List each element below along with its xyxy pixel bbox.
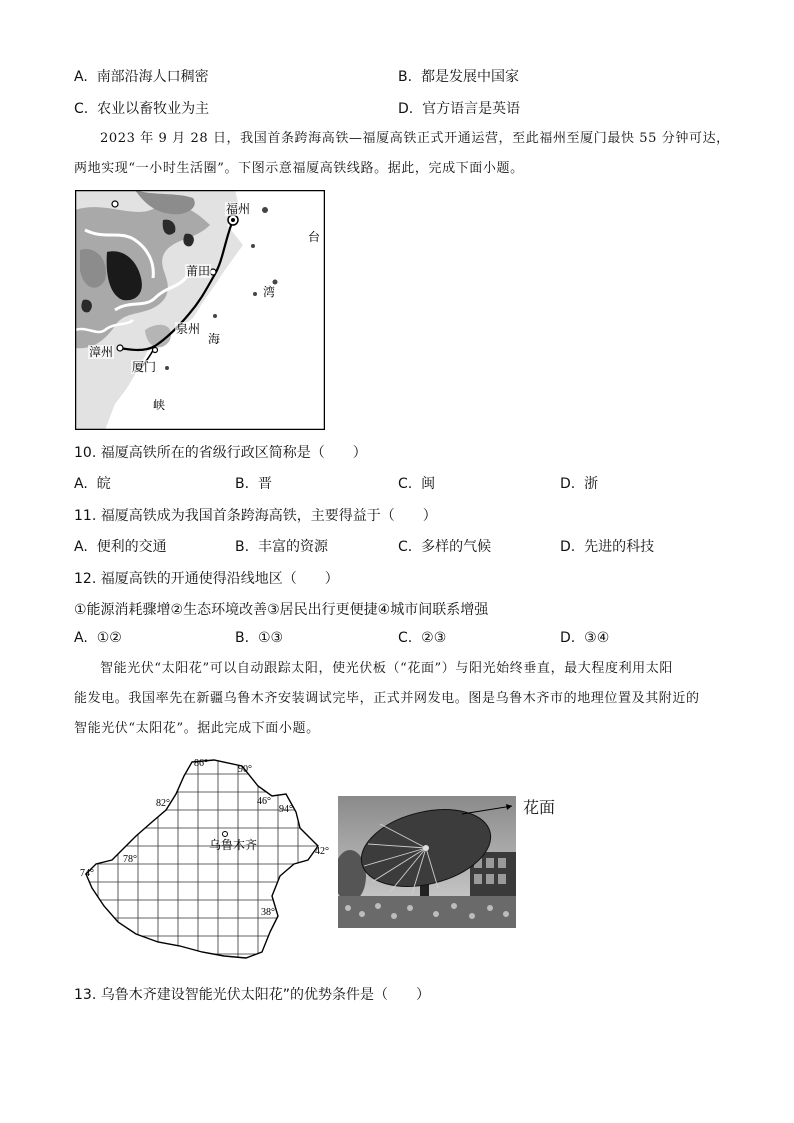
option-text: 闽 — [421, 476, 436, 492]
option-letter: C. — [74, 101, 89, 117]
deg-42: 42° — [315, 846, 329, 857]
option-text: 皖 — [96, 476, 111, 492]
label-zhangzhou: 漳州 — [89, 345, 114, 359]
label-xiamen: 厦门 — [132, 360, 157, 374]
q12-option-d[interactable] — [560, 630, 609, 646]
q11-option-d[interactable] — [560, 536, 654, 556]
deg-78: 78° — [123, 854, 137, 865]
xinjiang-outline-graphic — [74, 756, 336, 964]
deg-82: 82° — [156, 798, 170, 809]
option-text: 多样的气候 — [421, 539, 492, 555]
option-text: 农业以畜牧业为主 — [97, 101, 210, 117]
q11-option-b[interactable] — [235, 536, 328, 556]
urumqi-marker-icon — [223, 832, 228, 837]
label-hai: 海 — [208, 332, 221, 346]
intro-line: 智能光伏“太阳花”。据此完成下面小题。 — [74, 721, 320, 736]
label-tai: 台 — [308, 230, 321, 244]
deg-94: 94° — [279, 804, 293, 815]
option-text: ③④ — [584, 630, 610, 646]
option-letter: A. — [74, 69, 88, 85]
label-putian: 莆田 — [186, 264, 211, 278]
option-text: ①② — [96, 630, 122, 646]
option-text: ②③ — [421, 630, 447, 646]
option-letter: D. — [398, 101, 414, 117]
intro-line: 2023 年 9 月 28 日，我国首条跨海高铁—福厦高铁正式开通运营，至此福州至厦门最快 55 分钟可达， — [100, 131, 730, 146]
deg-46: 46° — [257, 796, 271, 807]
option-text: 南部沿海人口稠密 — [96, 69, 209, 85]
intro-paragraph-2 — [74, 654, 720, 744]
q9-option-b — [398, 66, 519, 86]
option-text: 便利的交通 — [96, 539, 167, 555]
q10-stem: 10. 福厦高铁所在的省级行政区简称是（ ） — [74, 445, 367, 461]
deg-86: 86° — [194, 758, 208, 769]
label-xia: 峡 — [153, 398, 166, 412]
deg-74: 74° — [80, 868, 94, 879]
option-letter: D. — [560, 539, 576, 555]
label-fuzhou: 福州 — [226, 202, 251, 216]
q12-option-c[interactable] — [398, 630, 446, 646]
q9-option-a — [74, 66, 209, 86]
fuxia-railway-map — [75, 190, 325, 430]
option-letter: C. — [398, 539, 413, 555]
label-wan: 湾 — [263, 285, 276, 299]
deg-90: 90° — [238, 764, 252, 775]
q11-option-a[interactable] — [74, 536, 167, 556]
option-text: 丰富的资源 — [257, 539, 328, 555]
label-quanzhou: 泉州 — [176, 322, 201, 336]
arrow-icon — [460, 800, 520, 820]
option-letter: B. — [235, 539, 250, 555]
deg-38: 38° — [261, 907, 275, 918]
q13-stem: 13. 乌鲁木齐建设智能光伏太阳花”的优势条件是（ ） — [74, 987, 430, 1003]
option-text: ①③ — [257, 630, 284, 646]
option-text: 都是发展中国家 — [420, 69, 519, 85]
option-text: 先进的科技 — [584, 539, 655, 555]
option-text: 晋 — [257, 476, 272, 492]
option-letter: B. — [398, 69, 413, 85]
q12-option-b[interactable] — [235, 630, 283, 646]
option-letter: C. — [398, 476, 413, 492]
option-letter: D. — [560, 630, 576, 646]
option-letter: C. — [398, 630, 413, 646]
option-letter: D. — [560, 476, 576, 492]
label-flower-face: 花面 — [523, 798, 556, 817]
zhangzhou-marker-icon — [117, 345, 123, 351]
q11-stem: 11. 福厦高铁成为我国首条跨海高铁，主要得益于（ ） — [74, 508, 437, 524]
label-urumqi: 乌鲁木齐 — [209, 838, 258, 852]
q12-option-a[interactable] — [74, 630, 122, 646]
option-letter: A. — [74, 539, 88, 555]
q9-option-c — [74, 98, 209, 118]
q10-option-b[interactable] — [235, 473, 272, 493]
q9-option-d — [398, 98, 520, 118]
intro-line: 两地实现“一小时生活圈”。下图示意福厦高铁线路。据此，完成下面小题。 — [74, 161, 524, 176]
q10-option-a[interactable] — [74, 473, 111, 493]
option-text: 浙 — [584, 476, 599, 492]
q10-option-d[interactable] — [560, 473, 598, 493]
option-letter: A. — [74, 630, 88, 646]
xinjiang-grid-map — [74, 756, 336, 964]
intro-paragraph-1 — [74, 124, 730, 184]
option-text: 官方语言是英语 — [422, 101, 521, 117]
q10-option-c[interactable] — [398, 473, 435, 493]
option-letter: A. — [74, 476, 88, 492]
terrain-map-graphic — [75, 190, 325, 430]
q12-stem: 12. 福厦高铁的开通使得沿线地区（ ） — [74, 571, 339, 587]
intro-line: 能发电。我国率先在新疆乌鲁木齐安装调试完毕，正式并网发电。图是乌鲁木齐市的地理位置及其附近的 — [74, 691, 700, 706]
option-letter: B. — [235, 630, 250, 646]
q11-option-c[interactable] — [398, 536, 491, 556]
q12-statements: ①能源消耗骤增②生态环境改善③居民出行更便捷④城市间联系增强 — [74, 602, 489, 618]
intro-line: 智能光伏“太阳花”可以自动跟踪太阳，使光伏板（“花面”）与阳光始终垂直，最大程度利用太阳 — [100, 661, 673, 676]
option-letter: B. — [235, 476, 250, 492]
